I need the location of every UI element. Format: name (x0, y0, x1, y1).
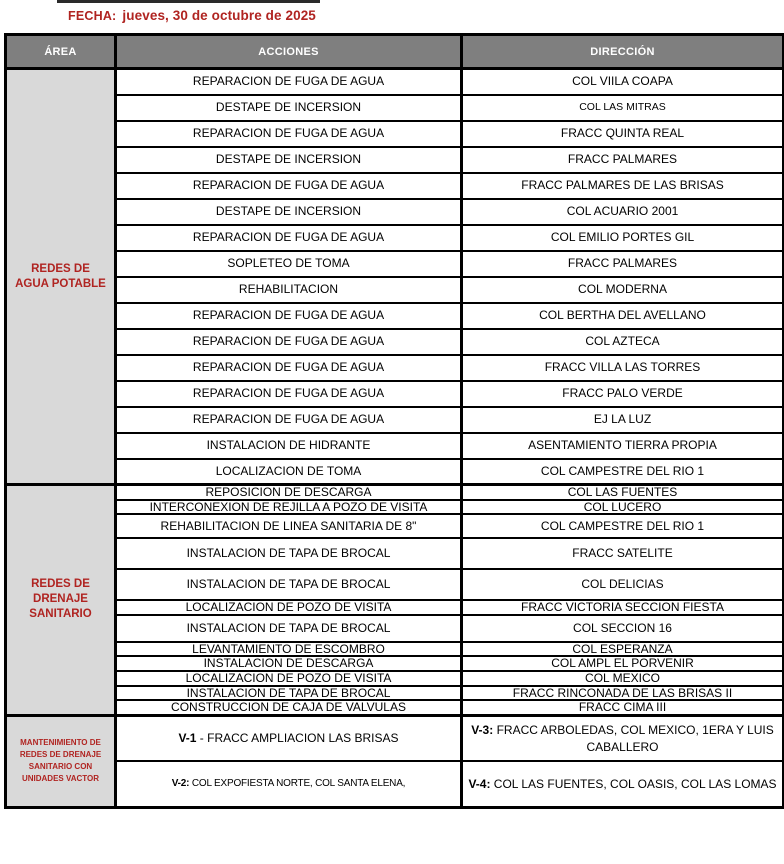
direccion-cell: COL BERTHA DEL AVELLANO (462, 303, 784, 329)
accion-cell: INSTALACION DE HIDRANTE (116, 433, 462, 459)
accion-cell: REPOSICION DE DESCARGA (116, 485, 462, 500)
accion-cell: INSTALACION DE TAPA DE BROCAL (116, 538, 462, 569)
table-row (6, 715, 784, 761)
direccion-cell: COL ACUARIO 2001 (462, 199, 784, 225)
table-row (6, 459, 784, 485)
accion-cell: INSTALACION DE TAPA DE BROCAL (116, 615, 462, 642)
accion-cell: INSTALACION DE TAPA DE BROCAL (116, 686, 462, 701)
table-row (6, 686, 784, 701)
direccion-cell: COL DELICIAS (462, 569, 784, 600)
acc-prefix: V-2: (171, 778, 190, 790)
accion-cell: REPARACION DE FUGA DE AGUA (116, 407, 462, 433)
area-cell: MANTENIMIENTO DE REDES DE DRENAJE SANITARIO CON UNIDADES VACTOR (6, 715, 116, 807)
table-row (6, 500, 784, 515)
accion-cell: REPARACION DE FUGA DE AGUA (116, 381, 462, 407)
cropped-element-fragment (57, 0, 320, 3)
column-header-area: ÁREA (6, 35, 116, 69)
accion-cell: INSTALACION DE TAPA DE BROCAL (116, 569, 462, 600)
direccion-cell: COL AMPL EL PORVENIR (462, 656, 784, 671)
table-row (6, 251, 784, 277)
area-cell: REDES DE DRENAJE SANITARIO (6, 485, 116, 716)
dir-prefix: V-3: (471, 723, 494, 738)
table-row (6, 277, 784, 303)
direccion-cell: ASENTAMIENTO TIERRA PROPIA (462, 433, 784, 459)
accion-cell: DESTAPE DE INCERSION (116, 95, 462, 121)
accion-cell: DESTAPE DE INCERSION (116, 199, 462, 225)
table-row (6, 329, 784, 355)
table-row (6, 199, 784, 225)
accion-cell: REHABILITACION DE LINEA SANITARIA DE 8" (116, 514, 462, 538)
accion-cell: INSTALACION DE DESCARGA (116, 656, 462, 671)
table-row (6, 642, 784, 657)
direccion-cell: FRACC PALMARES (462, 147, 784, 173)
fecha-line (68, 7, 316, 25)
accion-cell: SOPLETEO DE TOMA (116, 251, 462, 277)
table-row (6, 407, 784, 433)
accion-cell: LEVANTAMIENTO DE ESCOMBRO (116, 642, 462, 657)
direccion-cell: COL ESPERANZA (462, 642, 784, 657)
direccion-cell: COL AZTECA (462, 329, 784, 355)
table-row (6, 600, 784, 615)
table-row (6, 656, 784, 671)
column-header-acciones: ACCIONES (116, 35, 462, 69)
direccion-cell: COL EMILIO PORTES GIL (462, 225, 784, 251)
direccion-cell: FRACC SATELITE (462, 538, 784, 569)
accion-cell: CONSTRUCCION DE CAJA DE VALVULAS (116, 700, 462, 715)
accion-cell: REHABILITACION (116, 277, 462, 303)
table-row (6, 514, 784, 538)
table-row (6, 671, 784, 686)
table-row (6, 485, 784, 500)
area-cell: REDES DE AGUA POTABLE (6, 69, 116, 485)
direccion-cell: V-4: COL LAS FUENTES, COL OASIS, COL LAS LOMAS (462, 761, 784, 807)
table-row (6, 355, 784, 381)
table-row (6, 303, 784, 329)
accion-cell: V-2: COL EXPOFIESTA NORTE, COL SANTA ELENA, (116, 761, 462, 807)
accion-cell: LOCALIZACION DE POZO DE VISITA (116, 671, 462, 686)
accion-cell: LOCALIZACION DE POZO DE VISITA (116, 600, 462, 615)
direccion-cell: FRACC PALMARES DE LAS BRISAS (462, 173, 784, 199)
accion-cell: DESTAPE DE INCERSION (116, 147, 462, 173)
direccion-cell: FRACC PALMARES (462, 251, 784, 277)
accion-cell: V-1 - FRACC AMPLIACION LAS BRISAS (116, 715, 462, 761)
direccion-cell: COL CAMPESTRE DEL RIO 1 (462, 514, 784, 538)
table-row (6, 147, 784, 173)
direccion-cell: COL LAS MITRAS (462, 95, 784, 121)
table-header-row (6, 35, 784, 69)
table-row (6, 173, 784, 199)
table-row (6, 69, 784, 95)
table-row (6, 95, 784, 121)
table-row (6, 433, 784, 459)
direccion-cell: COL LAS FUENTES (462, 485, 784, 500)
table-row (6, 121, 784, 147)
accion-cell: REPARACION DE FUGA DE AGUA (116, 329, 462, 355)
direccion-cell: COL SECCION 16 (462, 615, 784, 642)
table-row (6, 381, 784, 407)
dir-prefix: V-4: (468, 776, 491, 791)
direccion-cell: FRACC PALO VERDE (462, 381, 784, 407)
accion-cell: LOCALIZACION DE TOMA (116, 459, 462, 485)
fecha-label: FECHA: (68, 9, 117, 23)
accion-cell: REPARACION DE FUGA DE AGUA (116, 121, 462, 147)
accion-cell: INTERCONEXION DE REJILLA A POZO DE VISITA (116, 500, 462, 515)
table-row (6, 569, 784, 600)
table-row (6, 538, 784, 569)
accion-cell: REPARACION DE FUGA DE AGUA (116, 69, 462, 95)
direccion-cell: COL VIILA COAPA (462, 69, 784, 95)
accion-cell: REPARACION DE FUGA DE AGUA (116, 173, 462, 199)
fecha-value: jueves, 30 de octubre de 2025 (122, 8, 316, 23)
table-row (6, 700, 784, 715)
direccion-cell: FRACC CIMA III (462, 700, 784, 715)
acc-prefix: V-1 (178, 731, 197, 746)
direccion-cell: FRACC QUINTA REAL (462, 121, 784, 147)
accion-cell: REPARACION DE FUGA DE AGUA (116, 225, 462, 251)
table-row (6, 225, 784, 251)
accion-cell: REPARACION DE FUGA DE AGUA (116, 303, 462, 329)
direccion-cell: FRACC VILLA LAS TORRES (462, 355, 784, 381)
column-header-direccion: DIRECCIÓN (462, 35, 784, 69)
accion-cell: REPARACION DE FUGA DE AGUA (116, 355, 462, 381)
direccion-cell: COL MODERNA (462, 277, 784, 303)
direccion-cell: FRACC RINCONADA DE LAS BRISAS II (462, 686, 784, 701)
report-table (4, 33, 784, 809)
direccion-cell: COL LUCERO (462, 500, 784, 515)
direccion-cell: COL CAMPESTRE DEL RIO 1 (462, 459, 784, 485)
direccion-cell: EJ LA LUZ (462, 407, 784, 433)
direccion-cell: FRACC VICTORIA SECCION FIESTA (462, 600, 784, 615)
direccion-cell: V-3: FRACC ARBOLEDAS, COL MEXICO, 1ERA Y LUIS CABALLERO (462, 715, 784, 761)
table-row (6, 615, 784, 642)
table-row (6, 761, 784, 807)
direccion-cell: COL MEXICO (462, 671, 784, 686)
